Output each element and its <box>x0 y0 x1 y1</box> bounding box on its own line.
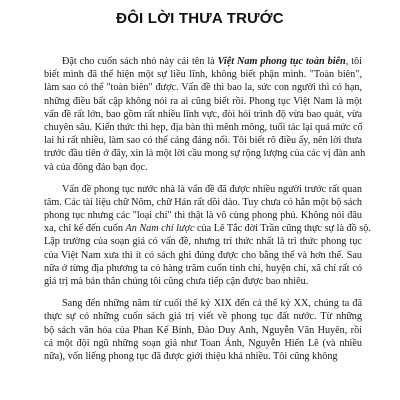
text-line: biết mình đã thể hiện một sự liều lĩnh, không biết phận mình. "Toàn biên", <box>44 69 362 81</box>
text-line: giá trị mà bản thân chúng tôi cũng chưa tiếp cận được bao nhiêu. <box>44 276 309 287</box>
text-line: tâm. Các tài liệu chữ Nôm, chữ Hán rất dồi dào. Tuy chưa có hẳn một bộ sách <box>44 196 362 208</box>
text-line: cả một đội ngũ những soạn giả như Toan Ánh, Nguyễn Hiến Lê (và nhiều <box>44 337 362 349</box>
text-line: của Việt Nam xưa thì ít có sách ghi đúng được cho bằng thế và hơn thế. Sau <box>44 249 362 261</box>
text-line: xa, chỉ kể đến cuốn An Nam chí lược của Lê Tắc đời Trần cũng thực sự là đồ sộ. <box>44 223 371 235</box>
paragraph <box>44 297 362 363</box>
text-line: lai hi rất nhiều, làm sao có thể cáng đáng nổi. Tôi biết rõ điều ấy, nên lời thưa <box>44 135 362 147</box>
paragraph <box>44 55 366 174</box>
page-title: ĐÔI LỜI THƯA TRƯỚC <box>116 10 284 27</box>
text-line: Vấn đề phong tục nước nhà là vấn đề đã được nhiều người trước rất quan <box>62 183 362 195</box>
paragraph <box>44 183 371 289</box>
text-line: Đặt cho cuốn sách nhỏ này cái tên là Việt Nam phong tục toàn biên, tôi <box>62 56 362 67</box>
text-line: nữa), vốn liếng phong tục đã được giới thiệu khá nhiều. Tôi cũng không <box>44 350 338 362</box>
text-line: chuyên sâu. Kiến thức thì hẹp, địa bàn thì mênh mông, tuổi tác lại quá mức cổ <box>44 121 363 133</box>
text-line: nữa ở từng địa phương ta có hàng trăm cuốn tỉnh chí, huyện chí, xã chí rất có <box>44 262 362 274</box>
text-line: những điều bất cập không nói ra ai cũng biết rồi. Phong tục Việt Nam là một <box>44 95 362 107</box>
text-line: vấn đề rất lớn, bao gồm rất nhiều lĩnh vực, đòi hỏi trình độ vừa bao quát, vừa <box>44 108 362 120</box>
body-text <box>44 55 371 372</box>
text-line: trước đầu tiên ở đây, xin là một lời cầu mong sự rộng lượng của các vị đàn anh <box>44 148 366 160</box>
text-line: và của đông đảo bạn đọc. <box>44 161 148 173</box>
text-line: phong tục nhưng các "loại chí" thì thật là vô cùng phong phú. Không nói đâu <box>44 210 362 222</box>
text-line: Sang đến những năm từ cuối thế kỷ XIX đến cả thế kỷ XX, chúng ta đã <box>62 298 362 310</box>
text-line: làm sao có thể "toàn biên" được. Vấn đề thì bao la, sức con người thì có hạn, <box>44 82 362 94</box>
text-line: bộ sách văn hóa của Phan Kế Bính, Đào Duy Anh, Nguyễn Văn Huyên, rồi <box>44 324 362 336</box>
text-line: Lập trường của soạn giả có vấn đề, nhưng trí thức nhất là tri thức phong tục <box>44 236 362 248</box>
text-line: thực sự có những cuốn sách giá trị viết về phong tục đất nước. Từ những <box>44 311 362 323</box>
